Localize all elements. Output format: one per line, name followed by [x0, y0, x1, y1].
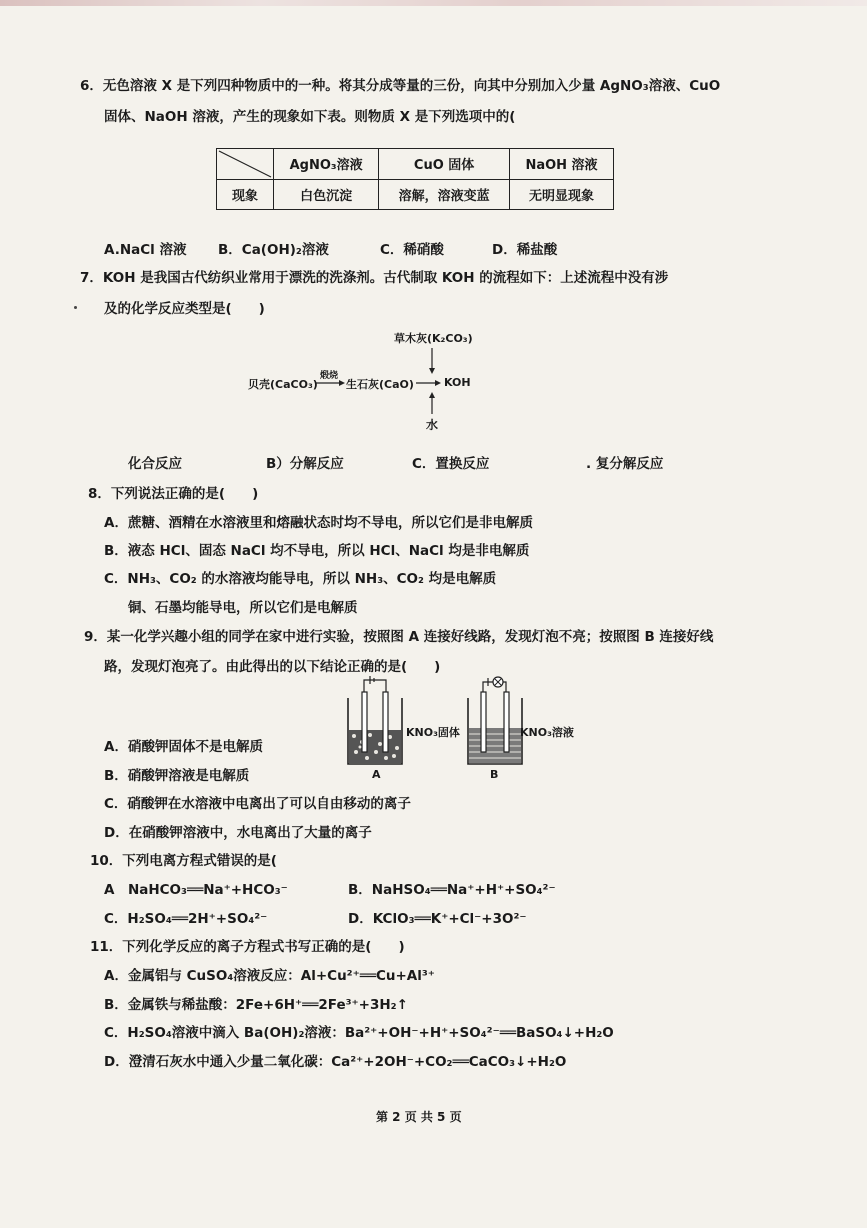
question-8-stem: 8．下列说法正确的是( ) — [88, 486, 259, 502]
q11-option-c: C．H₂SO₄溶液中滴入 Ba(OH)₂溶液：Ba²⁺+OH⁻+H⁺+SO₄²⁻══BaSO₄↓+H₂O — [104, 1025, 614, 1041]
question-7-line1: 7．KOH 是我国古代纺织业常用于漂洗的洗涤剂。古代制取 KOH 的流程如下：上述流程中没有涉 — [80, 270, 669, 286]
table-header-naoh: NaOH 溶液 — [510, 149, 614, 180]
scan-mark-top — [0, 0, 867, 6]
diagonal-line — [217, 149, 273, 179]
question-6-line1: 6．无色溶液 X 是下列四种物质中的一种。将其分成等量的三份，向其中分别加入少量 AgNO₃溶液、CuO — [80, 78, 721, 94]
q7-option-a: 化合反应 — [128, 456, 182, 472]
q7-option-b: B）分解反应 — [266, 456, 344, 472]
table-cell-naoh: 无明显现象 — [510, 179, 614, 210]
label-figure-a: A — [372, 768, 381, 781]
flow-middle-label: 生石灰(CaO) — [346, 378, 414, 391]
q6-option-b: B．Ca(OH)₂溶液 — [218, 242, 329, 258]
flow-right-label: KOH — [444, 376, 471, 389]
q11-option-b: B．金属铁与稀盐酸：2Fe+6H⁺══2Fe³⁺+3H₂↑ — [104, 997, 408, 1013]
conductivity-diagram — [340, 672, 590, 784]
q11-option-d: D．澄清石灰水中通入少量二氧化碳：Ca²⁺+2OH⁻+CO₂══CaCO₃↓+H₂O — [104, 1054, 567, 1070]
q6-option-d: D．稀盐酸 — [492, 242, 558, 258]
question-7-line2: 及的化学反应类型是( ) — [104, 301, 265, 317]
q7-option-d: . 复分解反应 — [586, 456, 664, 472]
question-6-line2: 固体、NaOH 溶液，产生的现象如下表。则物质 X 是下列选项中的( — [104, 109, 516, 125]
q9-option-a: A．硝酸钾固体不是电解质 — [104, 739, 263, 755]
label-figure-b: B — [490, 768, 499, 781]
question-10-stem: 10．下列电离方程式错误的是( — [90, 853, 277, 869]
q8-option-b: B．液态 HCl、固态 NaCl 均不导电，所以 HCl、NaCl 均是非电解质 — [104, 543, 530, 559]
beaker-b — [468, 677, 522, 764]
question-9-line1: 9．某一化学兴趣小组的同学在家中进行实验，按照图 A 连接好线路，发现灯泡不亮；按照图 B 连接好线 — [84, 629, 714, 645]
page-footer: 第 2 页 共 5 页 — [376, 1110, 462, 1124]
q9-option-b: B．硝酸钾溶液是电解质 — [104, 768, 250, 784]
q8-option-c: C．NH₃、CO₂ 的水溶液均能导电，所以 NH₃、CO₂ 均是电解质 — [104, 571, 497, 587]
table-cell-agno3: 白色沉淀 — [274, 179, 379, 210]
table-corner-cell — [217, 149, 274, 180]
q10-option-d: D．KClO₃══K⁺+Cl⁻+3O²⁻ — [348, 911, 527, 927]
q10-option-a: A NaHCO₃══Na⁺+HCO₃⁻ — [104, 882, 288, 898]
table-header-agno3: AgNO₃溶液 — [274, 149, 379, 180]
flow-bottom-label: 水 — [426, 418, 439, 432]
koh-flow-diagram — [246, 328, 506, 432]
q6-phenomena-table — [216, 148, 614, 210]
table-header-cuo: CuO 固体 — [379, 149, 510, 180]
flow-left-label: 贝壳(CaCO₃) — [248, 378, 318, 391]
question-9-line2: 路，发现灯泡亮了。由此得出的以下结论正确的是( ) — [104, 659, 441, 675]
q8-option-d: 铜、石墨均能导电，所以它们是电解质 — [128, 600, 358, 616]
beaker-a — [348, 676, 402, 764]
q7-option-c: C．置换反应 — [412, 456, 490, 472]
scan-dot — [74, 306, 77, 309]
question-11-stem: 11．下列化学反应的离子方程式书写正确的是( ) — [90, 939, 405, 955]
q6-option-c: C．稀硝酸 — [380, 242, 444, 258]
table-cell-cuo: 溶解，溶液变蓝 — [379, 179, 510, 210]
q6-option-a: A.NaCl 溶液 — [104, 242, 187, 258]
q10-option-b: B．NaHSO₄══Na⁺+H⁺+SO₄²⁻ — [348, 882, 556, 898]
q9-option-d: D．在硝酸钾溶液中，水电离出了大量的离子 — [104, 825, 372, 841]
label-kno3-solution: KNO₃溶液 — [520, 726, 574, 739]
label-kno3-solid: KNO₃固体 — [406, 726, 460, 739]
q9-option-c: C．硝酸钾在水溶液中电离出了可以自由移动的离子 — [104, 796, 411, 812]
q10-option-c: C．H₂SO₄══2H⁺+SO₄²⁻ — [104, 911, 268, 927]
flow-arrow-label: 煅烧 — [320, 371, 339, 381]
q8-option-a: A．蔗糖、酒精在水溶液里和熔融状态时均不导电，所以它们是非电解质 — [104, 515, 533, 531]
table-row-label: 现象 — [217, 179, 274, 210]
flow-top-label: 草木灰(K₂CO₃) — [394, 332, 473, 345]
q11-option-a: A．金属铝与 CuSO₄溶液反应：Al+Cu²⁺══Cu+Al³⁺ — [104, 968, 435, 984]
